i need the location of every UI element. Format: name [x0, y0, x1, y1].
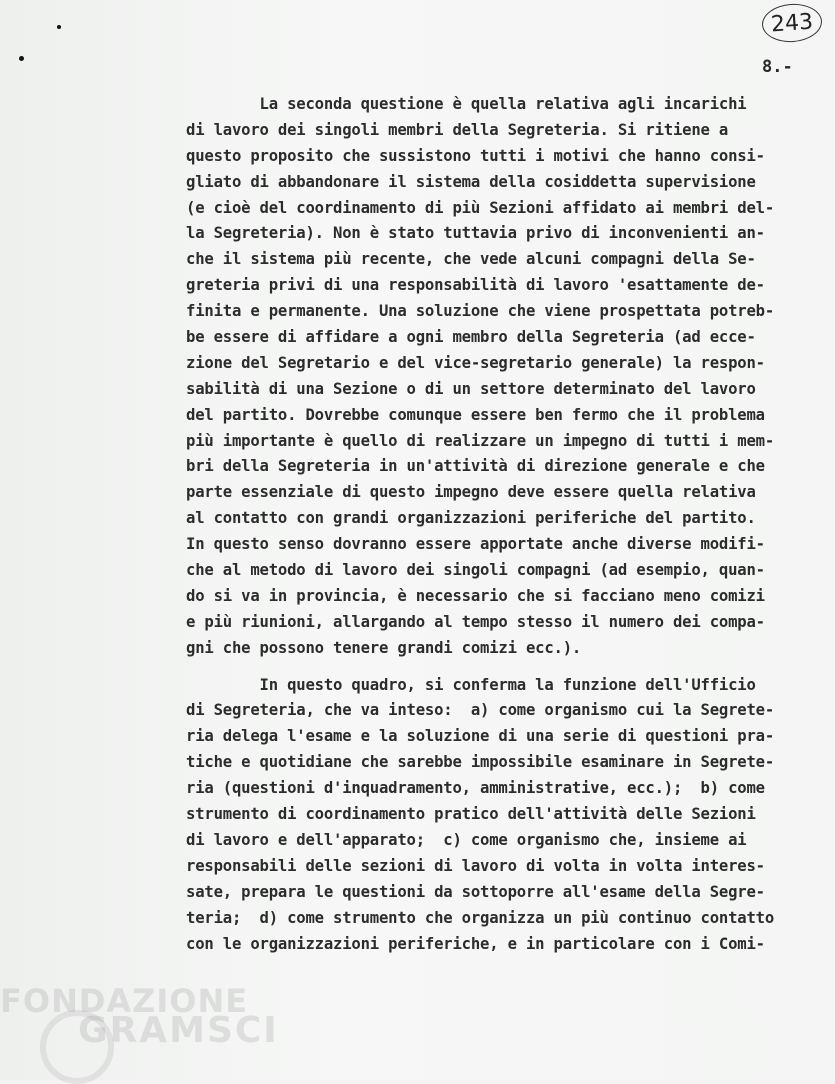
text-line: be essere di affidare a ogni membro della Segreteria (ad ecce-	[186, 328, 756, 347]
text-line: In questo quadro, si conferma la funzione dell'Ufficio	[186, 675, 756, 694]
text-line: con le organizzazioni periferiche, e in particolare con i Comi-	[186, 934, 765, 953]
text-line: parte essenziale di questo impegno deve essere quella relativa	[186, 483, 756, 502]
text-line: teria; d) come strumento che organizza un più continuo contatto	[186, 908, 775, 927]
text-line: gni che possono tenere grandi comizi ecc.).	[186, 638, 582, 657]
text-line: che al metodo di lavoro dei singoli compagni (ad esempio, quan-	[186, 561, 765, 580]
text-line: strumento di coordinamento pratico dell'attività delle Sezioni	[186, 805, 756, 824]
typed-text-body	[186, 92, 826, 957]
text-line: do si va in provincia, è necessario che si facciano meno comizi	[186, 586, 765, 605]
text-line: questo proposito che sussistono tutti i motivi che hanno consi-	[186, 146, 765, 165]
text-line: ria (questioni d'inquadramento, amministrative, ecc.); b) come	[186, 779, 765, 798]
text-line: In questo senso dovranno essere apportate anche diverse modifi-	[186, 535, 765, 554]
text-line: sabilità di una Sezione o di un settore determinato del lavoro	[186, 379, 756, 398]
watermark-line1: FONDAZIONE	[0, 982, 249, 1020]
paragraph	[186, 92, 826, 662]
text-line: responsabili delle sezioni di lavoro di volta in volta interes-	[186, 856, 765, 875]
text-line: sate, prepara le questioni da sottoporre all'esame della Segre-	[186, 882, 765, 901]
paragraph-gap	[186, 662, 826, 673]
text-line: la Segreteria). Non è stato tuttavia privo di inconvenienti an-	[186, 224, 765, 243]
paragraph	[186, 673, 826, 958]
text-line: La seconda questione è quella relativa agli incarichi	[186, 95, 747, 113]
text-line: del partito. Dovrebbe comunque essere ben fermo che il problema	[186, 405, 765, 424]
watermark	[0, 982, 279, 1051]
ink-dot	[57, 25, 61, 29]
text-line: zione del Segretario e del vice-segretario generale) la respon-	[186, 353, 765, 372]
archive-page-stamp	[761, 2, 824, 44]
text-line: di Segreteria, che va inteso: a) come organismo cui la Segrete-	[186, 701, 775, 720]
text-line: ria delega l'esame e la soluzione di una serie di questioni pra-	[186, 727, 775, 746]
text-line: tiche e quotidiane che sarebbe impossibile esaminare in Segrete-	[186, 753, 775, 772]
text-line: (e cioè del coordinamento di più Sezioni affidato ai membri del-	[186, 198, 775, 217]
ink-dot	[19, 56, 24, 61]
stamp-number: 243	[770, 9, 814, 37]
text-line: gliato di abbandonare il sistema della cosiddetta supervisione	[186, 172, 756, 191]
text-line: che il sistema più recente, che vede alcuni compagni della Se-	[186, 250, 756, 269]
text-line: al contatto con grandi organizzazioni periferiche del partito.	[186, 509, 756, 528]
text-line: di lavoro e dell'apparato; c) come organismo che, insieme ai	[186, 830, 747, 849]
text-line: più importante è quello di realizzare un impegno di tutti i mem-	[186, 431, 775, 450]
text-line: finita e permanente. Una soluzione che viene prospettata potreb-	[186, 302, 775, 321]
page-number: 8.-	[762, 57, 793, 77]
text-line: di lavoro dei singoli membri della Segreteria. Si ritiene a	[186, 120, 729, 139]
text-line: e più riunioni, allargando al tempo stesso il numero dei compa-	[186, 612, 765, 631]
watermark-line2: GRAMSCI	[78, 1010, 279, 1051]
text-line: bri della Segreteria in un'attività di direzione generale e che	[186, 457, 765, 476]
text-line: greteria privi di una responsabilità di lavoro 'esattamente de-	[186, 276, 765, 295]
